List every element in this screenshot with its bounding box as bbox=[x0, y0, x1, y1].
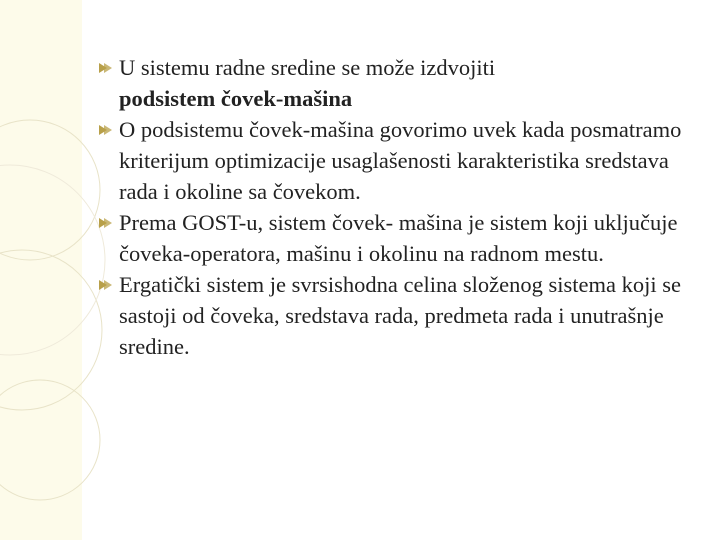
bullet-item bbox=[98, 114, 698, 207]
bullet-arrow-icon bbox=[98, 278, 115, 292]
bullet-item bbox=[98, 207, 698, 269]
decorative-rings bbox=[0, 0, 110, 540]
bullet-text: U sistemu radne sredine se može izdvojiti bbox=[119, 55, 496, 80]
slide-content bbox=[98, 52, 698, 362]
bullet-text: Prema GOST-u, sistem čovek- mašina je sistem koji uključuje čoveka-operatora, mašinu i okolinu na radnom mestu. bbox=[119, 210, 678, 266]
bullet-text: O podsistemu čovek-mašina govorimo uvek kada posmatramo kriterijum optimizacije usaglašenosti karakteristika sredstava rada i okoline sa čovekom. bbox=[119, 117, 682, 204]
bullet-arrow-icon bbox=[98, 61, 115, 75]
bullet-item bbox=[98, 269, 698, 362]
bullet-arrow-icon bbox=[98, 216, 115, 230]
bullet-arrow-icon bbox=[98, 123, 115, 137]
bullet-text: Ergatički sistem je svrsishodna celina složenog sistema koji se sastoji od čoveka, sredstava rada, predmeta rada i unutrašnje sredine. bbox=[119, 272, 681, 359]
bullet-item bbox=[98, 52, 698, 114]
bullet-emphasis-text: podsistem čovek-mašina bbox=[119, 86, 353, 111]
